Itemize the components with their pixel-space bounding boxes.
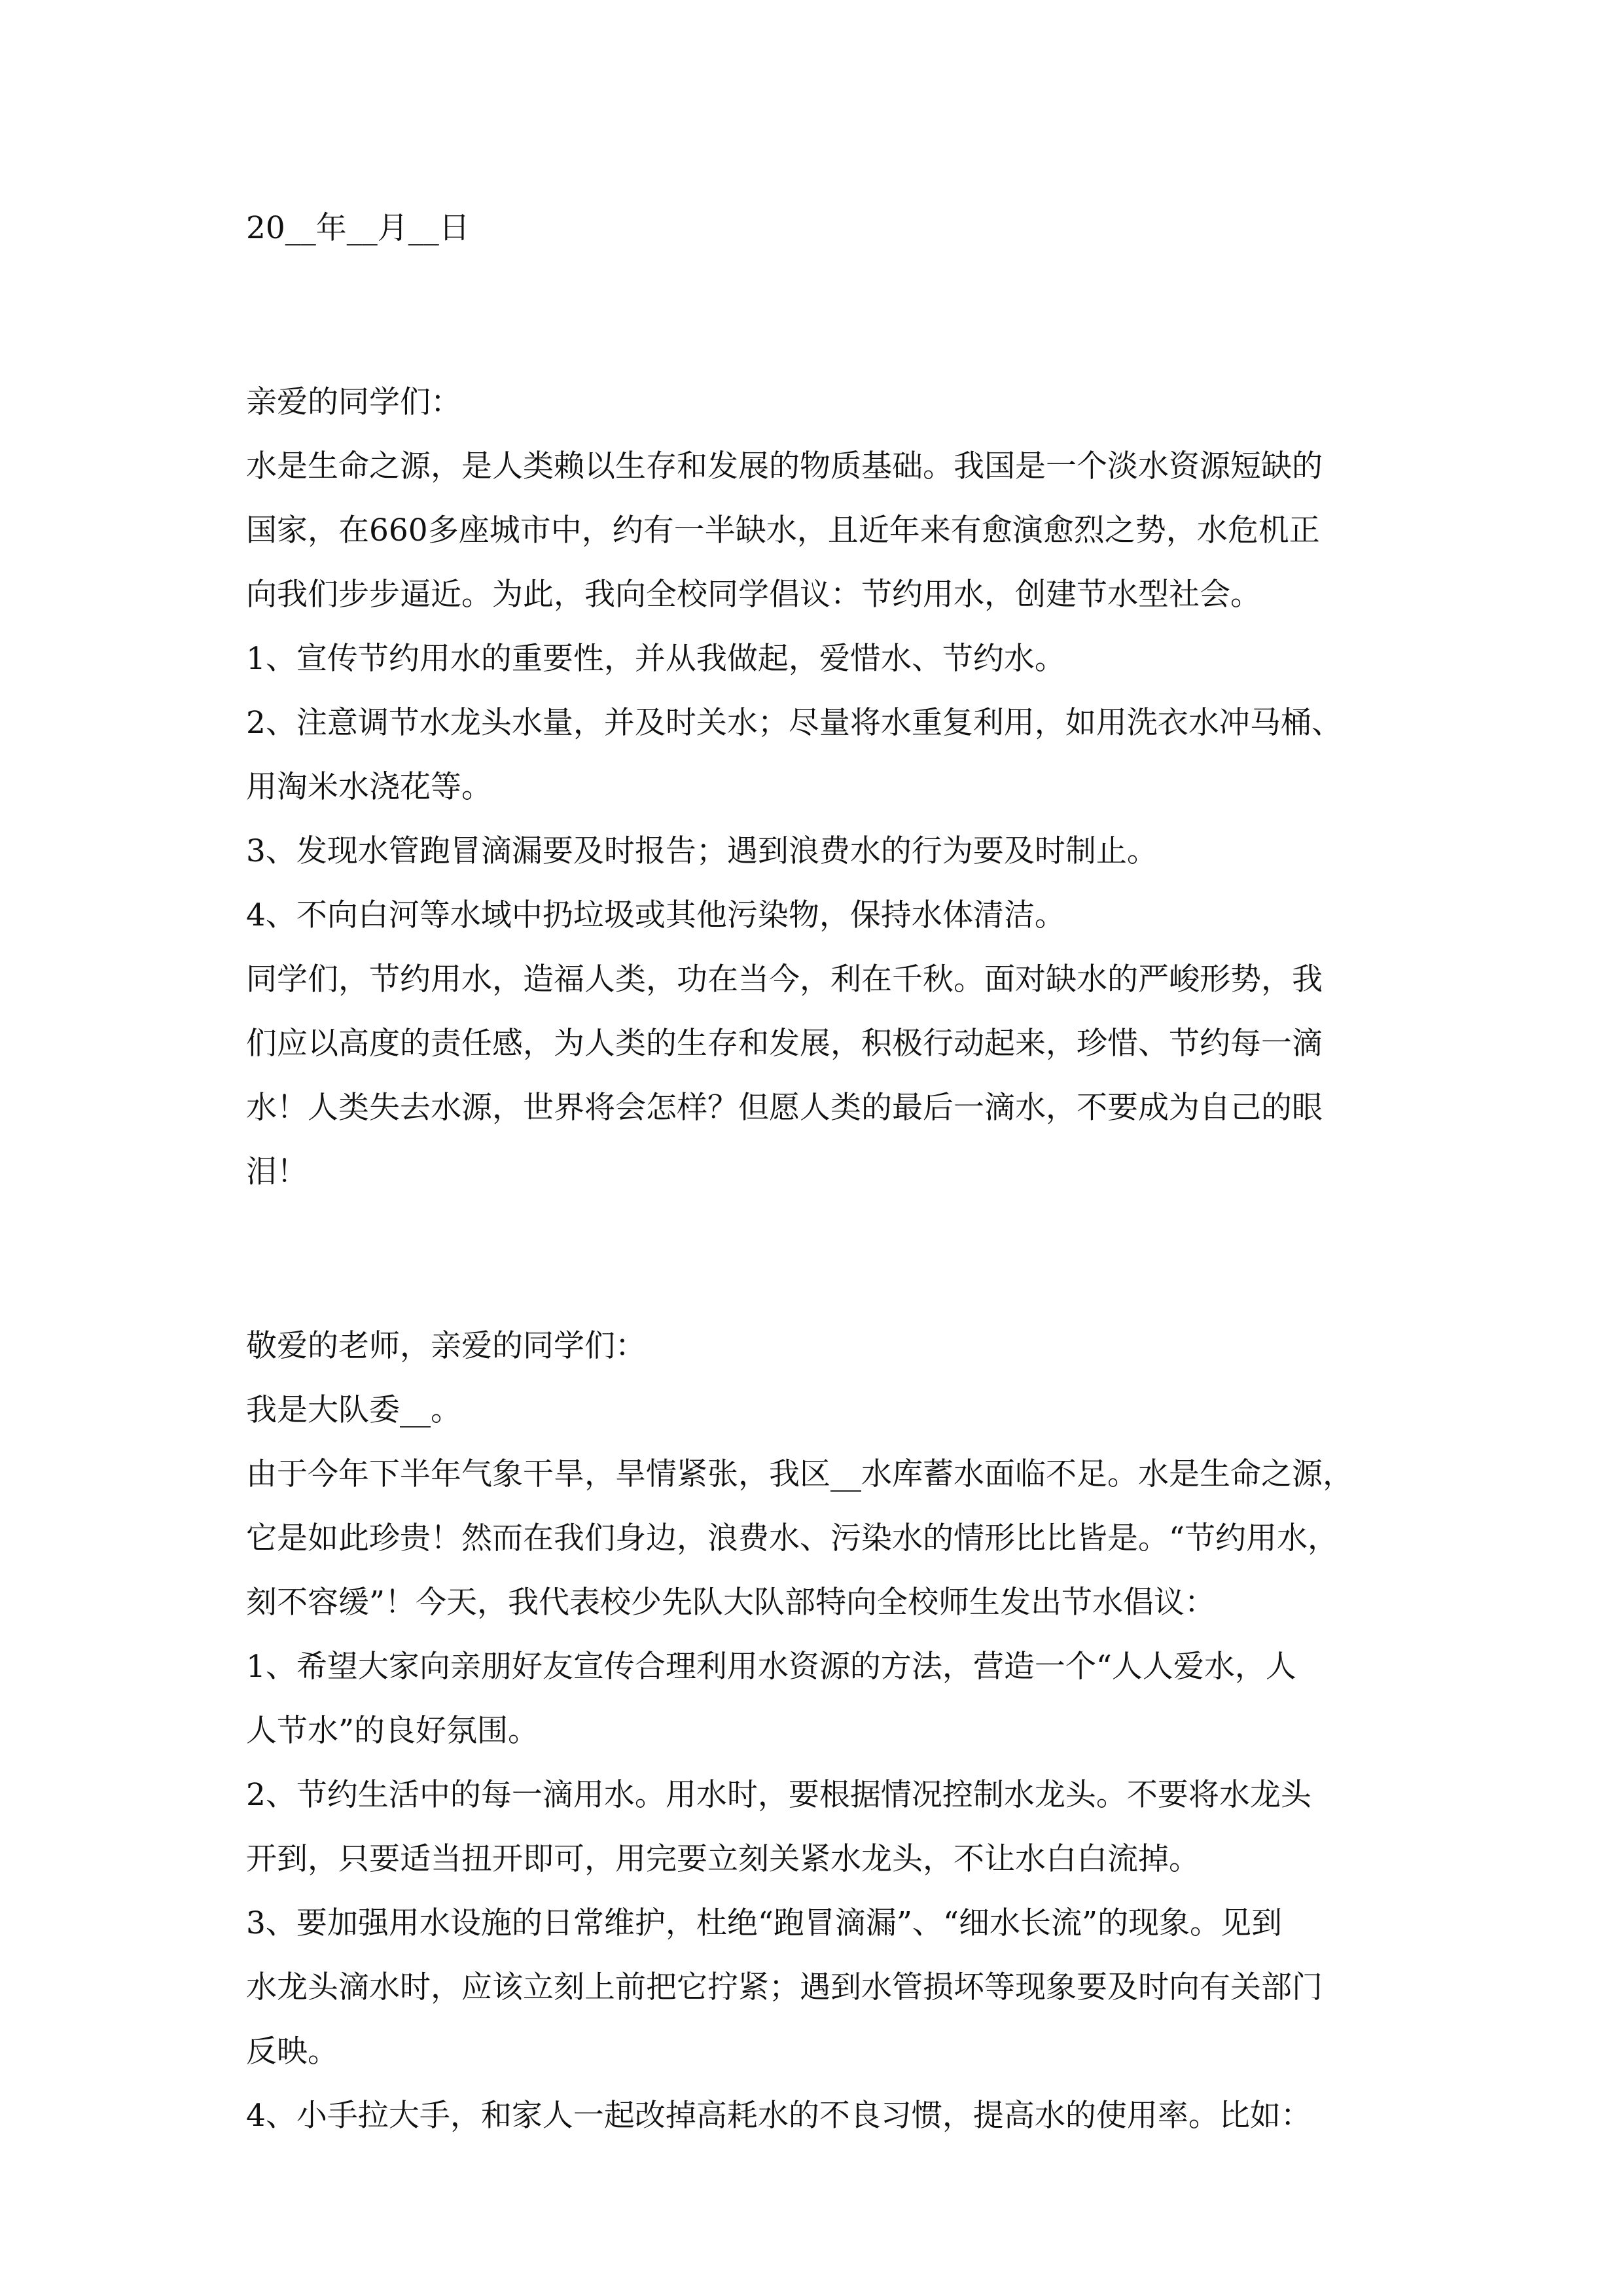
letter-two: [246, 1314, 1398, 2148]
spacer: [246, 260, 1398, 370]
list-item-line: 反映。: [246, 2034, 338, 2070]
list-item-line: 1、宣传节约用水的重要性，并从我做起，爱惜水、节约水。: [246, 641, 1065, 677]
paragraph-line: 由于今年下半年气象干旱，旱情紧张，我区__水库蓄水面临不足。水是生命之源，: [246, 1456, 1353, 1492]
letter-one-salutation: 亲爱的同学们：: [246, 384, 461, 420]
list-item-line: 4、不向白河等水域中扔垃圾或其他污染物，保持水体清洁。: [246, 897, 1065, 933]
paragraph-line: 刻不容缓”！今天，我代表校少先队大队部特向全校师生发出节水倡议：: [246, 1585, 1216, 1621]
list-item-line: 2、注意调节水龙头水量，并及时关水；尽量将水重复利用，如用洗衣水冲马桶、: [246, 705, 1342, 741]
list-item-line: 开到，只要适当扭开即可，用完要立刻关紧水龙头，不让水白白流掉。: [246, 1841, 1200, 1877]
list-item-line: 人节水”的良好氛围。: [246, 1713, 539, 1749]
list-item-line: 水龙头滴水时，应该立刻上前把它拧紧；遇到水管损坏等现象要及时向有关部门: [246, 1969, 1323, 2005]
letter-two-salutation: 敬爱的老师，亲爱的同学们：: [246, 1328, 646, 1364]
paragraph-line: 水！人类失去水源，世界将会怎样？但愿人类的最后一滴水，不要成为自己的眼: [246, 1090, 1323, 1126]
list-item-line: 用淘米水浇花等。: [246, 769, 492, 805]
paragraph-line: 泪！: [246, 1154, 308, 1190]
list-item-line: 1、希望大家向亲朋好友宣传合理利用水资源的方法，营造一个“人人爱水，人: [246, 1649, 1296, 1685]
list-item-line: 4、小手拉大手，和家人一起改掉高耗水的不良习惯，提高水的使用率。比如：: [246, 2098, 1311, 2134]
letter-one: [246, 370, 1398, 1204]
list-item-line: 3、发现水管跑冒滴漏要及时报告；遇到浪费水的行为要及时制止。: [246, 833, 1158, 869]
paragraph-line: 我是大队委__。: [246, 1392, 461, 1428]
spacer: [246, 1204, 1398, 1314]
list-item-line: 2、节约生活中的每一滴用水。用水时，要根据情况控制水龙头。不要将水龙头: [246, 1777, 1311, 1813]
paragraph-line: 它是如此珍贵！然而在我们身边，浪费水、污染水的情形比比皆是。“节约用水，: [246, 1520, 1339, 1556]
paragraph-line: 向我们步步逼近。为此，我向全校同学倡议：节约用水，创建节水型社会。: [246, 577, 1261, 613]
date-line: 20__年__月__日: [246, 210, 470, 246]
document-page: [246, 196, 1398, 2148]
paragraph-line: 们应以高度的责任感，为人类的生存和发展，积极行动起来，珍惜、节约每一滴: [246, 1026, 1323, 1062]
paragraph-line: 水是生命之源，是人类赖以生存和发展的物质基础。我国是一个淡水资源短缺的: [246, 448, 1323, 484]
list-item-line: 3、要加强用水设施的日常维护，杜绝“跑冒滴漏”、“细水长流”的现象。见到: [246, 1905, 1283, 1941]
paragraph-line: 国家，在660多座城市中，约有一半缺水，且近年来有愈演愈烈之势，水危机正: [246, 512, 1320, 548]
paragraph-line: 同学们，节约用水，造福人类，功在当今，利在千秋。面对缺水的严峻形势，我: [246, 961, 1323, 997]
